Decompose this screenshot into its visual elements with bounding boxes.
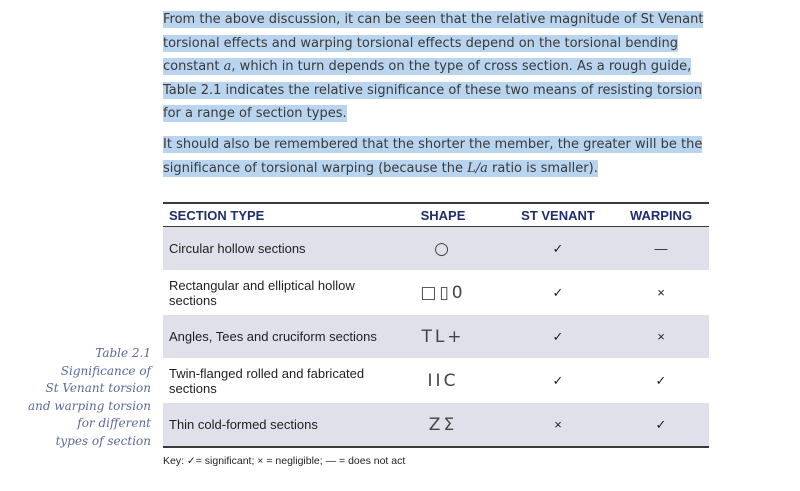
header-shape: SHAPE xyxy=(383,203,503,227)
p1-text-before: From the above discussion, it can be seen that the relative magnitude of St Venant torsional effects and warping torsional effects depend on the torsional bending constant xyxy=(163,12,704,74)
section-name: Circular hollow sections xyxy=(163,227,383,271)
check-icon: ✓ xyxy=(503,315,613,359)
p2-symbol: L/a xyxy=(467,160,488,176)
table-row xyxy=(163,403,709,448)
section-name: Angles, Tees and cruciform sections xyxy=(163,315,383,359)
table-row xyxy=(163,315,709,359)
cross-icon: × xyxy=(613,271,709,315)
check-icon: ✓ xyxy=(503,227,613,271)
section-name: Twin-flanged rolled and fabricated sections xyxy=(163,359,383,403)
caption-line: and warping torsion xyxy=(27,398,151,413)
header-st-venant: ST VENANT xyxy=(503,203,613,227)
p1-text-after: , which in turn depends on the type of cross section. As a rough guide, Table 2.1 indicates the relative significance of these two means of resisting torsion for a range of section types. xyxy=(163,59,702,121)
section-type-table xyxy=(163,202,709,448)
warping-paragraph xyxy=(163,133,723,180)
check-icon: ✓ xyxy=(613,359,709,403)
intro-paragraph xyxy=(163,8,723,126)
cross-icon: × xyxy=(613,315,709,359)
p1-symbol: a xyxy=(223,59,232,74)
check-icon: ✓ xyxy=(503,271,613,315)
caption-line: for different xyxy=(77,416,151,430)
dash-icon: — xyxy=(613,227,709,271)
twin-flanged-shape-icon: IIC xyxy=(383,359,503,403)
table-row xyxy=(163,271,709,315)
caption-line: Table 2.1 xyxy=(95,346,151,360)
cold-formed-shape-icon: ZΣ xyxy=(383,403,503,448)
section-name: Thin cold-formed sections xyxy=(163,403,383,448)
table-caption xyxy=(20,345,151,450)
hollow-sections-shape-icon: □▯0 xyxy=(383,271,503,315)
cross-icon: × xyxy=(503,403,613,448)
table-key: Key: ✓= significant; × = negligible; — = does not act xyxy=(163,455,406,467)
caption-line: St Venant torsion xyxy=(45,381,151,395)
section-name: Rectangular and elliptical hollow sections xyxy=(163,271,383,315)
table-row xyxy=(163,359,709,403)
angle-tee-cruciform-shape-icon: TL+ xyxy=(383,315,503,359)
p2-text-before: It should also be remembered that the shorter the member, the greater will be the significance of torsional warping (because the xyxy=(163,137,703,176)
check-icon: ✓ xyxy=(503,359,613,403)
header-section-type: SECTION TYPE xyxy=(163,203,383,227)
caption-line: Significance of xyxy=(60,363,151,378)
header-warping: WARPING xyxy=(613,203,709,227)
check-icon: ✓ xyxy=(613,403,709,448)
caption-line: types of section xyxy=(55,433,151,448)
table-header-row xyxy=(163,203,709,227)
circle-shape-icon: ○ xyxy=(383,227,503,271)
p2-text-after: ratio is smaller). xyxy=(487,160,598,176)
table-row xyxy=(163,227,709,271)
